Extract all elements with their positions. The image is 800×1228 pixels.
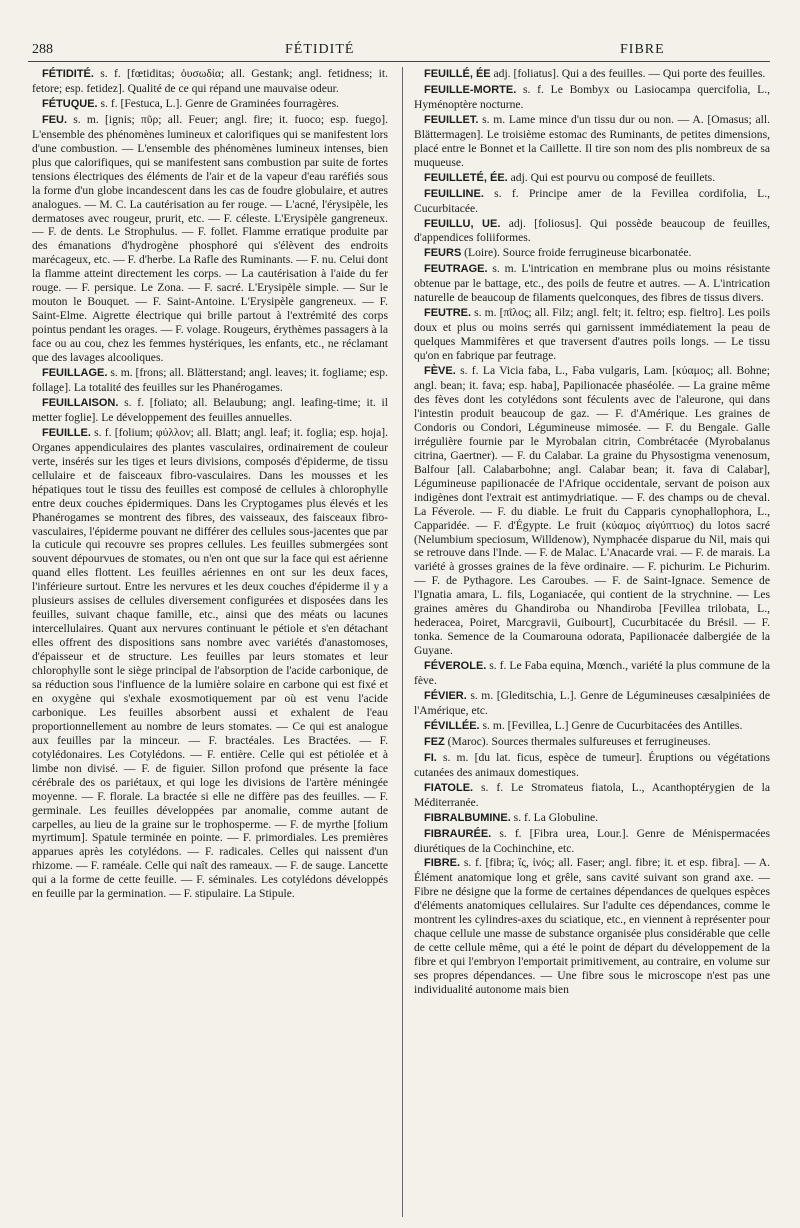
entry-definition: s. f. [fœtiditas; ὀυσωδία; all. Gestank; angl. fetidness; it. fetore; esp. fetidez]. Qualité de ce qui répand une mauvaise odeur.: [32, 67, 388, 95]
dictionary-entry: [32, 113, 388, 365]
dictionary-entry: [414, 262, 770, 305]
entry-definition: s. m. [Fevillea, L.] Genre de Cucurbitacées des Antilles.: [479, 718, 743, 732]
entry-definition: s. f. La Globuline.: [510, 810, 599, 824]
dictionary-entry: [414, 751, 770, 780]
dictionary-entry: [414, 719, 770, 734]
entry-definition: s. m. [Gleditschia, L.]. Genre de Légumineuses cæsalpiniées de l'Amérique, etc.: [414, 688, 770, 717]
entry-headword: FÉVIER.: [424, 689, 467, 702]
dictionary-entry: [414, 306, 770, 363]
entry-headword: FÈVE.: [424, 365, 456, 378]
column-rule: [402, 67, 403, 1217]
entry-headword: FEUTRAGE.: [424, 263, 488, 276]
entry-definition: adj. [foliosus]. Qui possède beaucoup de feuilles, d'appendices foliiformes.: [414, 216, 770, 245]
dictionary-entry: [414, 217, 770, 246]
entry-headword: FIBRE.: [424, 857, 461, 870]
entry-definition: s. f. La Vicia faba, L., Faba vulgaris, Lam. [κύαμος; all. Bohne; angl. bean; it. fava; esp. haba], Papilionacée phaséolée. — La graine même des fèves dont les cotylédons sont féculents avec de l'aleurone, qui dans l'intestin produit beaucoup de gaz. — F. d'Amérique. Les graines de Condoris ou Condori, Légumineuse mimosée. — F. du Bengale. Galle irrégulière fournie par le Myrobalan citrin, Combrétacée (Myrobalanus citrina, Gaertner). — F. du Calabar. La graine du Physostigma venenosum, Balfour [all. Calabarbohne; angl. Calabar bean; it. fava di Calabar], Légumineuse papilionacée de l'Afrique occidentale, servant de poison aux indigènes dont l'extrait est antimydriatique. — F. des champs ou de cheval. La Féverole. — F. du diable. Le fruit du Capparis cynophallophora, L., Capparidée. — F. d'Égypte. Le fruit (κύαμος αἰγύπτιος) du lotos sacré (Nelumbium speciosum, Willdenow), Nymphacée disparue du Nil, mais qui se retrouve dans l'Inde. — F. de Malac. L'Anacarde vrai. — F. de marais. La variété à grosses graines de la fève ordinaire. — F. pichurim. Le Pichurim. — F. de Pythagore. Les Caroubes. — F. de Saint-Ignace. Semence de l'Ignatia amara, L. fils, Loganiacée, qui contient de la strychnine. — Les graines amères du Ghandiroba ou Nhandiroba [Fevillea trilobata, L., hederacea, Poiret, Marcgravii, Guibourt], Cucurbitacée du Brésil. — F. tonka. Semence de la Coumarouna odorata, Papilionacée dalbergiée de la Guyane.: [414, 364, 770, 658]
entry-headword: FEUILLU, UE.: [424, 217, 501, 230]
entry-definition: s. m. Lame mince d'un tissu dur ou non. — A. [Omasus; all. Blättermagen]. Le troisième estomac des Ruminants, de petites dimensions, placé entre le Bonnet et la Caillette. Il tire son nom des plis nombreux de sa muqueuse.: [414, 112, 770, 169]
entry-headword: FEUTRE.: [424, 307, 472, 320]
entry-headword: FIBRALBUMINE.: [424, 811, 511, 824]
entry-definition: s. f. Principe amer de la Fevillea cordifolia, L., Cucurbitacée.: [414, 186, 770, 215]
entry-headword: FIBRAURÉE.: [424, 827, 492, 840]
dictionary-entry: [32, 426, 388, 901]
entry-definition: s. f. [Festuca, L.]. Genre de Graminées fourragères.: [97, 96, 340, 110]
dictionary-entry: [414, 689, 770, 718]
entry-definition: s. f. Le Faba equina, Mœnch., variété la plus commune de la fève.: [414, 659, 770, 688]
entry-definition: s. m. [ignis; πῦρ; all. Feuer; angl. fire; it. fuoco; esp. fuego]. L'ensemble des phénomènes lumineux et calorifiques qui se manifestent lors d'une combustion. — L'ensemble des phénomènes lumineux intenses, bien plus que calorifiques, qui se manifestent sans combustion par suite de fortes tensions électriques des éléments de l'air et de la vapeur d'eau raréfiés sous la forme d'un globe incandescent dans les cas de foudre globulaire, et autres analogues. — M. C. La cautérisation au fer rouge. — L'acné, l'érysipèle, les dermatoses avec rougeur, prurit, etc. — F. céleste. L'Erysipèle gangreneux. — F. de dents. Le Strophulus. — F. follet. Flamme erratique produite par des émanations d'hydrogène phosphoré qui s'élèvent des endroits marécageux, etc. — F. d'herbe. La Rafle des Ruminants. — F. nu. Celui dont la flamme atteint directement les corps. — La cautérisation à l'aide du fer rouge. — F. persique. Le Zona. — F. sacré. L'Erysipèle simple. — Sur le mouton le Bouquet. — F. Saint-Antoine. L'Erysipèle gangreneux. — F. Saint-Elme. Aigrette électrique qui brille partout à l'extrémité des corps pointus pendant les orages. — F. volage. Rougeurs, érythèmes passagers à la face ou au cou, chez les femmes hystériques, les enfants, etc., ne réclamant que des lavages alcooliques.: [32, 112, 388, 365]
page-number: 288: [32, 42, 53, 57]
entry-headword: FÉTIDITÉ.: [42, 68, 94, 80]
entry-headword: FEURS: [424, 247, 462, 260]
running-head-right: FIBRE: [620, 42, 665, 57]
entry-headword: FEUILLE.: [42, 426, 91, 439]
entry-definition: (Maroc). Sources thermales sulfureuses et ferrugineuses.: [444, 734, 711, 748]
entry-definition: (Loire). Source froide ferrugineuse bicarbonatée.: [461, 246, 692, 260]
entry-headword: FEUILLINE.: [424, 187, 484, 200]
entry-headword: FEUILLETÉ, ÉE.: [424, 171, 508, 184]
dictionary-entry: [414, 781, 770, 810]
running-head-left: FÉTIDITÉ: [285, 42, 355, 57]
dictionary-entry: [414, 187, 770, 216]
entry-headword: FÉVILLÉE.: [424, 719, 480, 732]
dictionary-entry: [414, 735, 770, 750]
entry-definition: s. f. [foliato; all. Belaubung; angl. leafing-time; it. il metter foglie]. Le développement des feuilles annuelles.: [32, 395, 388, 424]
dictionary-entry: [414, 827, 770, 856]
header-rule: [28, 61, 770, 62]
entry-definition: s. f. Le Stromateus fiatola, L., Acanthoptérygien de la Méditerranée.: [414, 780, 770, 809]
entry-definition: s. f. Le Bombyx ou Lasiocampa quercifolia, L., Hyménoptère nocturne.: [414, 82, 770, 111]
dictionary-entry: [414, 171, 770, 186]
entry-definition: s. m. [du lat. ficus, espèce de tumeur]. Éruptions ou végétations cutanées des animaux domestiques.: [414, 750, 770, 779]
right-column: [414, 67, 770, 1217]
entry-definition: s. f. [folium; φύλλον; all. Blatt; angl. leaf; it. foglia; esp. hoja]. Organes appendiculaires des plantes vasculaires, ordinairement de couleur verte, insérés sur les tiges et leurs divisions, composés d'épiderme, de tissu cellulaire et de faisceaux fibro-vasculaires. Dans les mousses et les hépatiques tout le tissu des feuilles est composé de cellules à chlorophylle entre deux couches épidermiques. Dans les Cryptogames plus élevés et les Phanérogames se montrent des fibres, des vaisseaux, des faisceaux fibro-vasculaires, l'épiderme pouvant ne différer des cellules sous-jacentes que par la cuticule qui recouvre ses propres cellules. Les feuilles submergées sont souvent dépourvues de stomates, ou n'en ont que sur la face qui est aérienne quand elles flottent. Les feuilles aériennes en ont sur les deux faces, l'inférieure surtout. Entre les nervures et les deux couches d'épiderme il y a plusieurs assises de cellules diversement configurées et disposées dans les feuilles, suivant chaque famille, etc., ainsi que des méats ou lacunes intercellulaires. Quant aux nervures continuant le pétiole et s'en détachant elles offrent des dispositions sans nombre avec variétés d'anastomoses, d'épaisseur et de structure. Les feuilles par leurs stomates et leur chlorophylle sont le siège principal de l'absorption de l'acide carbonique, de sa réduction sous l'influence de la lumière solaire en carbone qui est fixé et en oxygène qui s'exhale exosmotiquement par où est venu l'acide carbonique. Les feuilles absorbent aussi et exhalent de l'eau proportionnellement au nombre de leurs stomates. — Ce qui est analogue aux feuilles par la minceur. — F. bractéales. Les Bractées. — F. cotylédonaires. Les Cotylédons. — F. entière. Celle qui est pétiolée et à limbe non divisé. — F. de figuier. Sillon profond que présente la face cérébrale des os pariétaux, et qui loge les divisions de l'artère méningée moyenne. — F. florale. La bractée si elle ne diffère pas des feuilles. — F. germinale. Les feuilles développées par anomalie, comme autant de carpelles, au lieu de la graine sur le trophosperme. — F. de myrthe [folium myrtimum]. Spatule terminée en pointe. — F. primordiales. Les premières apparues après les cotylédons. — F. radicales. Celles qui naissent d'un rhizome. — F. raméale. Celle qui naît des rameaux. — F. de sauge. Lancette qui a la forme de cette feuille. — F. séminales. Les cotylédons développés en feuille par la germination. — F. stipulaire. La Stipule.: [32, 425, 388, 901]
entry-headword: FEUILLÉ, ÉE: [424, 68, 491, 80]
dictionary-entry: [414, 364, 770, 658]
dictionary-entry: [414, 811, 770, 826]
entry-headword: FEUILLAISON.: [42, 396, 119, 409]
entry-headword: FEU.: [42, 113, 68, 126]
entry-definition: adj. [foliatus]. Qui a des feuilles. — Qui porte des feuilles.: [490, 67, 766, 80]
entry-headword: FÉVEROLE.: [424, 660, 487, 673]
dictionary-entry: [32, 67, 388, 96]
entry-headword: FEUILLAGE.: [42, 367, 108, 380]
entry-definition: s. f. [Fibra urea, Lour.]. Genre de Ménispermacées diurétiques de la Cochinchine, etc.: [414, 826, 770, 855]
entry-headword: FI.: [424, 751, 437, 764]
dictionary-entry: [414, 246, 770, 261]
entry-headword: FEUILLET.: [424, 113, 479, 126]
dictionary-entry: [32, 396, 388, 425]
dictionary-entry: [414, 113, 770, 170]
entry-definition: s. f. [fibra; ἴς, ἰνός; all. Faser; angl. fibre; it. et esp. fibra]. — A. Élément anatomique long et grêle, sans cavité suivant son grand axe. — Fibre ne désigne que la forme de certaines dépendances de quelques espèces d'éléments anatomiques cellulaires. Sur l'adulte ces dépendances, comme le montrent les cylindres-axes du sciatique, etc., en viennent à représenter pour chaque cellule une masse de substance organisée plus considérable que celle de cette cellule même, qui a été le point de départ du développement de la fibre et qui l'embryon l'emportait primitivement, au contraire, en volume sur ses propres dépendances. — Une fibre sous le microscope n'est pas une individualité autonome mais bien: [414, 856, 770, 997]
entry-definition: s. m. [frons; all. Blätterstand; angl. leaves; it. fogliame; esp. follage]. La totalité des feuilles sur les Phanérogames.: [32, 366, 388, 394]
entry-headword: FEZ: [424, 735, 445, 748]
dictionary-entry: [32, 97, 388, 112]
dictionary-entry: [414, 67, 770, 82]
dictionary-entry: [414, 856, 770, 997]
entry-definition: s. m. L'intrication en membrane plus ou moins résistante obtenue par le battage, etc., des poils de feutre et autres. — A. L'intrication naturelle de beaucoup de filaments quelconques, des fibres de tissus divers.: [414, 262, 770, 305]
entry-definition: s. m. [πῖλος; all. Filz; angl. felt; it. feltro; esp. fieltro]. Les poils doux et plus ou moins serrés qui garnissent immédiatement la peau de quelques Mammifères et que traversent d'autres poils longs. — Le tissu qu'on en fabrique par feutrage.: [414, 306, 770, 363]
entry-headword: FÉTUQUE.: [42, 97, 98, 110]
entry-definition: adj. Qui est pourvu ou composé de feuillets.: [507, 170, 716, 184]
dictionary-entry: [414, 83, 770, 112]
dictionary-entry: [414, 659, 770, 688]
entry-headword: FEUILLE-MORTE.: [424, 83, 517, 96]
entry-headword: FIATOLE.: [424, 781, 474, 794]
dictionary-entry: [32, 366, 388, 395]
left-column: [32, 67, 388, 1217]
